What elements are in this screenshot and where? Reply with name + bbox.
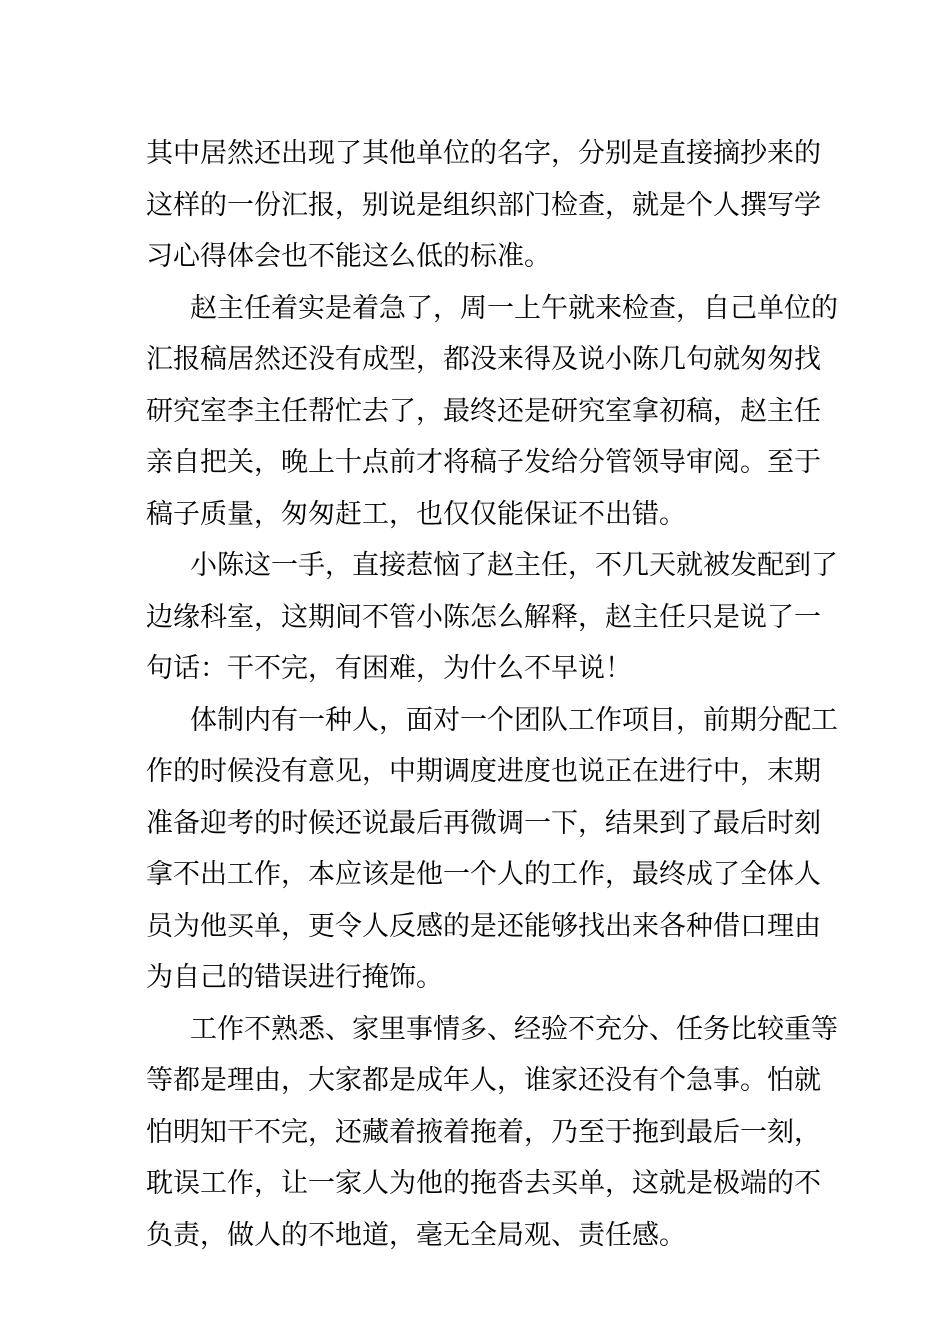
text-line: 这样的一份汇报，别说是组织部门检查，就是个人撰写学 [146, 189, 821, 221]
text-line: 耽误工作，让一家人为他的拖沓去买单，这就是极端的不 [146, 1168, 821, 1199]
text-line: 等都是理由，大家都是成年人，谁家还没有个急事。怕就 [146, 1065, 821, 1096]
paragraph-3 [146, 540, 838, 695]
text-line: 作的时候没有意见，中期调度进度也说正在进行中，末期 [146, 756, 821, 787]
text-line: 习心得体会也不能这么低的标准。 [146, 241, 551, 272]
text-line: 边缘科室，这期间不管小陈怎么解释，赵主任只是说了一 [146, 601, 821, 633]
text-line: 句话：干不完，有困难，为什么不早说！ [146, 653, 632, 684]
body-text [146, 128, 838, 1261]
text-line: 其中居然还出现了其他单位的名字，分别是直接摘抄来的 [146, 138, 821, 169]
text-line: 员为他买单，更令人反感的是还能够找出来各种借口理由 [146, 910, 821, 942]
paragraph-1 [146, 128, 821, 283]
text-line: 稿子质量，匆匆赶工，也仅仅能保证不出错。 [146, 498, 686, 530]
text-line: 准备迎考的时候还说最后再微调一下，结果到了最后时刻 [146, 807, 821, 839]
text-line: 拿不出工作，本应该是他一个人的工作，最终成了全体人 [146, 859, 821, 890]
text-line: 怕明知干不完，还藏着掖着拖着，乃至于拖到最后一刻， [146, 1116, 821, 1148]
text-line: 负责，做人的不地道，毫无全局观、责任感。 [146, 1219, 686, 1251]
paragraph-5 [146, 1004, 838, 1262]
text-line: 亲自把关，晚上十点前才将稿子发给分管领导审阅。至于 [146, 447, 821, 478]
text-line: 工作不熟悉、家里事情多、经验不充分、任务比较重等 [190, 1013, 838, 1045]
text-line: 体制内有一种人，面对一个团队工作项目，前期分配工 [190, 704, 838, 736]
paragraph-2 [146, 283, 838, 541]
paragraph-4 [146, 695, 838, 1004]
text-line: 汇报稿居然还没有成型，都没来得及说小陈几句就匆匆找 [146, 344, 821, 375]
text-line: 研究室李主任帮忙去了，最终还是研究室拿初稿，赵主任 [146, 395, 821, 427]
text-line: 赵主任着实是着急了，周一上午就来检查，自己单位的 [190, 292, 838, 324]
text-line: 小陈这一手，直接惹恼了赵主任，不几天就被发配到了 [190, 550, 838, 581]
text-line: 为自己的错误进行掩饰。 [146, 962, 443, 993]
